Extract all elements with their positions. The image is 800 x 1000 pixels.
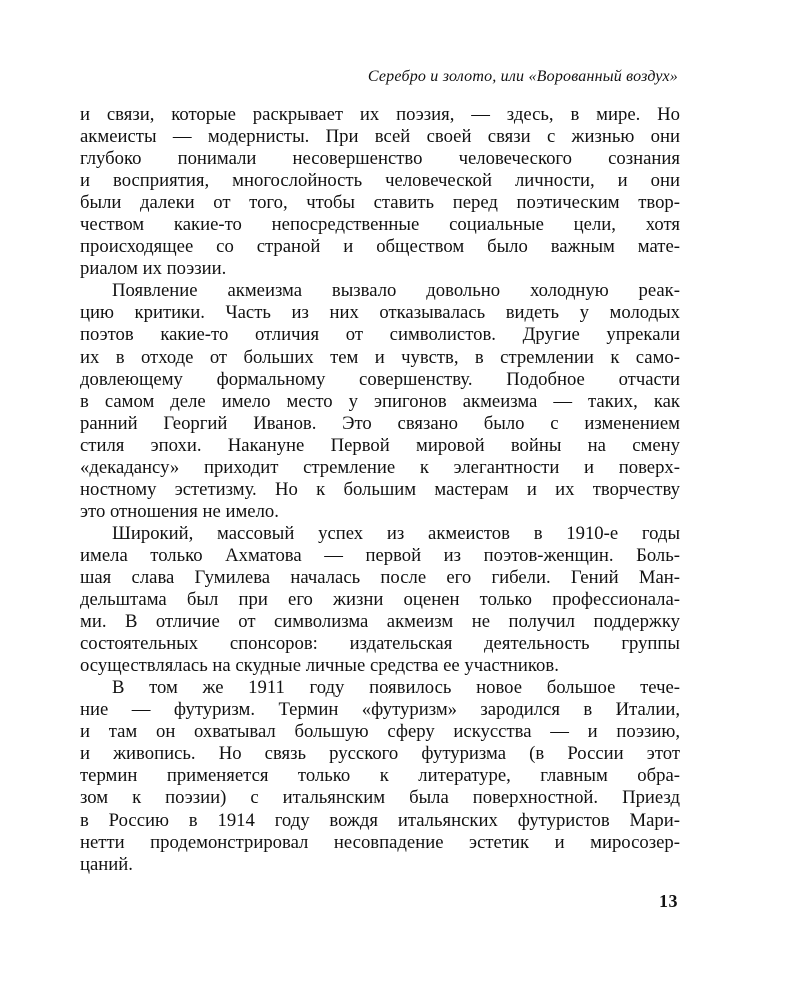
body-text — [80, 104, 680, 876]
text-line: «декадансу» приходит стремление к элегантности и поверх- — [80, 456, 680, 478]
text-line: имела только Ахматова — первой из поэтов-женщин. Боль- — [80, 544, 680, 566]
text-line: довлеющему формальному совершенству. Подобное отчасти — [80, 368, 680, 390]
text-line: термин применяется только к литературе, главным обра- — [80, 765, 680, 787]
text-line: ностному эстетизму. Но к большим мастерам и их творчеству — [80, 478, 680, 500]
text-line: поэтов какие-то отличия от символистов. Другие упрекали — [80, 324, 680, 346]
text-line: в Россию в 1914 году вождя итальянских футуристов Мари- — [80, 809, 680, 831]
text-line: шая слава Гумилева началась после его гибели. Гений Ман- — [80, 566, 680, 588]
paragraph-2 — [80, 280, 680, 523]
text-line: стиля эпохи. Накануне Первой мировой войны на смену — [80, 434, 680, 456]
text-line: их в отходе от больших тем и чувств, в стремлении к само- — [80, 346, 680, 368]
text-line: это отношения не имело. — [80, 500, 279, 522]
page-number: 13 — [659, 891, 678, 911]
paragraph-4 — [80, 677, 680, 875]
running-header: Серебро и золото, или «Ворованный воздух» — [367, 68, 678, 85]
text-line: нетти продемонстрировал несовпадение эстетик и миросозер- — [80, 831, 680, 853]
text-line: осуществлялась на скудные личные средства ее участников. — [80, 655, 559, 677]
text-line: цаний. — [80, 853, 133, 875]
text-line: ранний Георгий Иванов. Это связано было с изменением — [80, 412, 680, 434]
text-line: и живопись. Но связь русского футуризма (в России этот — [80, 743, 680, 765]
text-line: дельштама был при его жизни оценен только профессионала- — [80, 589, 680, 611]
text-line: глубоко понимали несовершенство человеческого сознания — [80, 148, 680, 170]
text-line: состоятельных спонсоров: издательская деятельность группы — [80, 633, 680, 655]
text-line: зом к поэзии) с итальянским была поверхностной. Приезд — [80, 787, 680, 809]
paragraph-1 — [80, 104, 680, 280]
text-line: и там он охватывал большую сферу искусства — и поэзию, — [80, 721, 680, 743]
text-line: акмеисты — модернисты. При всей своей связи с жизнью они — [80, 126, 680, 148]
text-line: риалом их поэзии. — [80, 258, 227, 280]
text-line: ние — футуризм. Термин «футуризм» зародился в Италии, — [80, 699, 680, 721]
text-line: и связи, которые раскрывает их поэзия, — здесь, в мире. Но — [80, 104, 680, 125]
text-line: происходящее со страной и обществом было важным мате- — [80, 236, 680, 258]
text-line: В том же 1911 году появилось новое большое тече- — [112, 677, 680, 699]
text-line: и восприятия, многослойность человеческой личности, и они — [80, 170, 680, 192]
paragraph-3 — [80, 523, 680, 677]
text-line: ми. В отличие от символизма акмеизм не получил поддержку — [80, 611, 680, 633]
text-line: Появление акмеизма вызвало довольно холодную реак- — [112, 280, 680, 302]
text-line: цию критики. Часть из них отказывалась видеть у молодых — [80, 302, 680, 324]
text-line: Широкий, массовый успех из акмеистов в 1910-е годы — [112, 522, 680, 544]
text-line: были далеки от того, чтобы ставить перед поэтическим твор- — [80, 192, 680, 214]
text-line: чеством какие-то непосредственные социальные цели, хотя — [80, 214, 680, 236]
text-line: в самом деле имело место у эпигонов акмеизма — таких, как — [80, 390, 680, 412]
